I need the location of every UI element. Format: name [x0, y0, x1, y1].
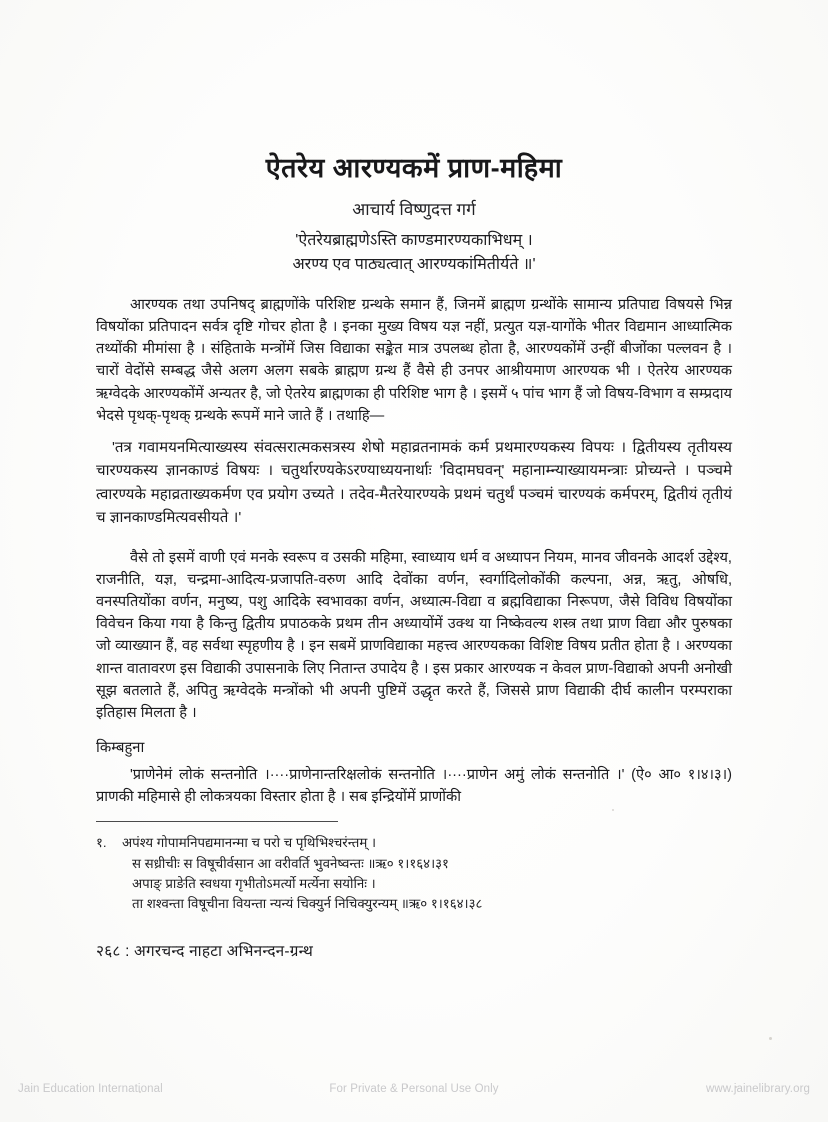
author-byline: आचार्य विष्णुदत्त गर्ग [352, 199, 476, 219]
page-title: ऐतरेय आरण्यकमें प्राण-महिमा [265, 153, 563, 183]
epigraph [96, 229, 732, 277]
footnote-line: अपाङ् प्राङेति स्वधया गृभीतोऽमर्त्यो मर्त्येना सयोनिः । [132, 876, 376, 892]
body-paragraph-group-2 [96, 547, 732, 725]
footnote-line: ता शश्वन्ता विषूचीना वियन्ता न्यन्यं चिक्युर्न निचिक्युरन्यम् ॥ऋ० १।१६४।३८ [132, 896, 483, 912]
body-paragraph-group-1 [96, 294, 732, 427]
footnote-divider [96, 821, 338, 822]
epigraph-line-2: अरण्य एव पाठ्यत्वात् आरण्यकांमितीर्यते ॥' [292, 255, 536, 273]
footnote-line: अपंश्य गोपामनिपद्यमानन्मा च परो च पृथिभिश्चरंन्तम् । [122, 835, 377, 851]
text-column [96, 0, 732, 1122]
scan-watermark-footer [0, 1078, 828, 1100]
running-footer: २६८ : अगरचन्द नाहटा अभिनन्दन-ग्रन्थ [96, 942, 313, 960]
scan-speck [769, 1037, 772, 1040]
scripture-quote-group [96, 764, 732, 808]
footnote-lines [122, 833, 732, 915]
paragraph: आरण्यक तथा उपनिषद् ब्राह्मणोंके परिशिष्ट ग्रन्थके समान हैं, जिनमें ब्राह्मण ग्रन्थोंके सामान्य प्रतिपाद्य विषयसे भिन्न विषयोंका प्रतिपादन सर्वत्र दृष्टि गोचर होता है । इनका मुख्य विषय यज्ञ नहीं, प्रत्युत यज्ञ-यागोंके भीतर विद्यमान आध्यात्मिक तथ्योंकी मीमांसा है । संहिताके मन्त्रोंमें जिस विद्याका सङ्केत मात्र उपलब्ध होता है, आरण्यकोंमें उन्हीं बीजोंका पल्लवन है । चारों वेदोंसे सम्बद्ध जैसे अलग अलग सबके ब्राह्मण ग्रन्थ हैं वैसे ही उनपर आश्रीयमाण आरण्यक भी । ऐतरेय आरण्यक ऋग्वेदके आरण्यकोंमें अन्यतर है, जो ऐतरेय ब्राह्मणका ही परिशिष्ट भाग है । इसमें ५ पांच भाग हैं जो विषय-विभाग व सम्प्रदाय भेदसे पृथक्-पृथक् ग्रन्थके रूपमें माने जाते हैं । तथाहि— [96, 296, 732, 424]
paragraph: वैसे तो इसमें वाणी एवं मनके स्वरूप व उसकी महिमा, स्वाध्याय धर्म व अध्यापन नियम, मानव जीवनके आदर्श उद्देश्य, राजनीति, यज्ञ, चन्द्रमा-आदित्य-प्रजापति-वरुण आदि देवोंका वर्णन, स्वर्गादिलोकोंकी कल्पना, अन्न, ऋतु, ओषधि, वनस्पतियोंका वर्णन, मनुष्य, पशु आदिके स्वभावका वर्णन, अध्यात्म-विद्या व ब्रह्मविद्याका निरूपण, जैसे विविध विषयोंका विवेचन किया गया है किन्तु द्वितीय प्रपाठकके प्रथम तीन अध्यायोंमें उक्थ या निष्केवल्य शस्त्र तथा प्राण विद्या और पुरुषका जो व्याख्यान हैं, वह सर्वथा स्पृहणीय है । इन सबमें प्राणविद्याका महत्त्व आरण्यकका विशिष्ट विषय प्रतीत होता है । अरण्यका शान्त वातावरण इस विद्याकी उपासनाके लिए नितान्त उपादेय है । इस प्रकार आरण्यक न केवल प्राण-विद्याको अपनी अनोखी सूझ बतलाते हैं, अपितु ऋग्वेदके मन्त्रोंको भी अपनी पुष्टिमें उद्धृत करते हैं, जिससे प्राण विद्याकी दीर्घ कालीन परम्पराका इतिहास मिलता है । [96, 549, 732, 722]
footnote-block [96, 833, 732, 915]
footnote-line: स सध्रीचीः स विषूचीर्वसान आ वरीवर्ति भुवनेष्वन्तः ॥ऋ० १।१६४।३१ [132, 855, 449, 871]
footnote-number: १. [96, 835, 107, 851]
sanskrit-quotation: 'तत्र गवामयनमित्याख्यस्य संवत्सरात्मकसत्रस्य शेषो महाव्रतनामकं कर्म प्रथमारण्यकस्य विपयः । द्वितीयस्य तृतीयस्य चारण्यकस्य ज्ञानकाण्डं विषयः । चतुर्थारण्यकेऽरण्याध्ययनार्थाः 'विदामघवन्' महानाम्न्याख्यायमन्त्राः प्रोच्यन्ते । पञ्चमे त्वारण्यके महाव्रताख्यकर्मण एव प्रयोग उच्यते । तदेव-मैतरेयारण्यके प्रथमं चतुर्थं पञ्चमं चारण्यकं कर्मपरम्, द्वितीयं तृतीयं च ज्ञानकाण्डमित्यवसीयते ।' [96, 438, 732, 527]
scan-source-label: Jain Education International [18, 1083, 163, 1095]
sanskrit-quotation-block [96, 436, 732, 530]
kimbahuna-label: किम्बहुना [96, 740, 145, 757]
epigraph-line-1: 'ऐतरेयब्राह्मणेऽस्ति काण्डमारण्यकाभिधम् । [295, 231, 533, 249]
scripture-quote: 'प्राणेनेमं लोकं सन्तनोति ।····प्राणेनान्तरिक्षलोकं सन्तनोति ।····प्राणेन अमुं लोकं सन्तनोति ।' (ऐ० आ० १।४।३।) प्राणकी महिमासे ही लोकत्रयका विस्तार होता है । सब इन्द्रियोंमें प्राणोंकी [96, 767, 732, 806]
scan-website-label: www.jainelibrary.org [705, 1083, 810, 1095]
scan-usage-notice: For Private & Personal Use Only [329, 1083, 499, 1095]
